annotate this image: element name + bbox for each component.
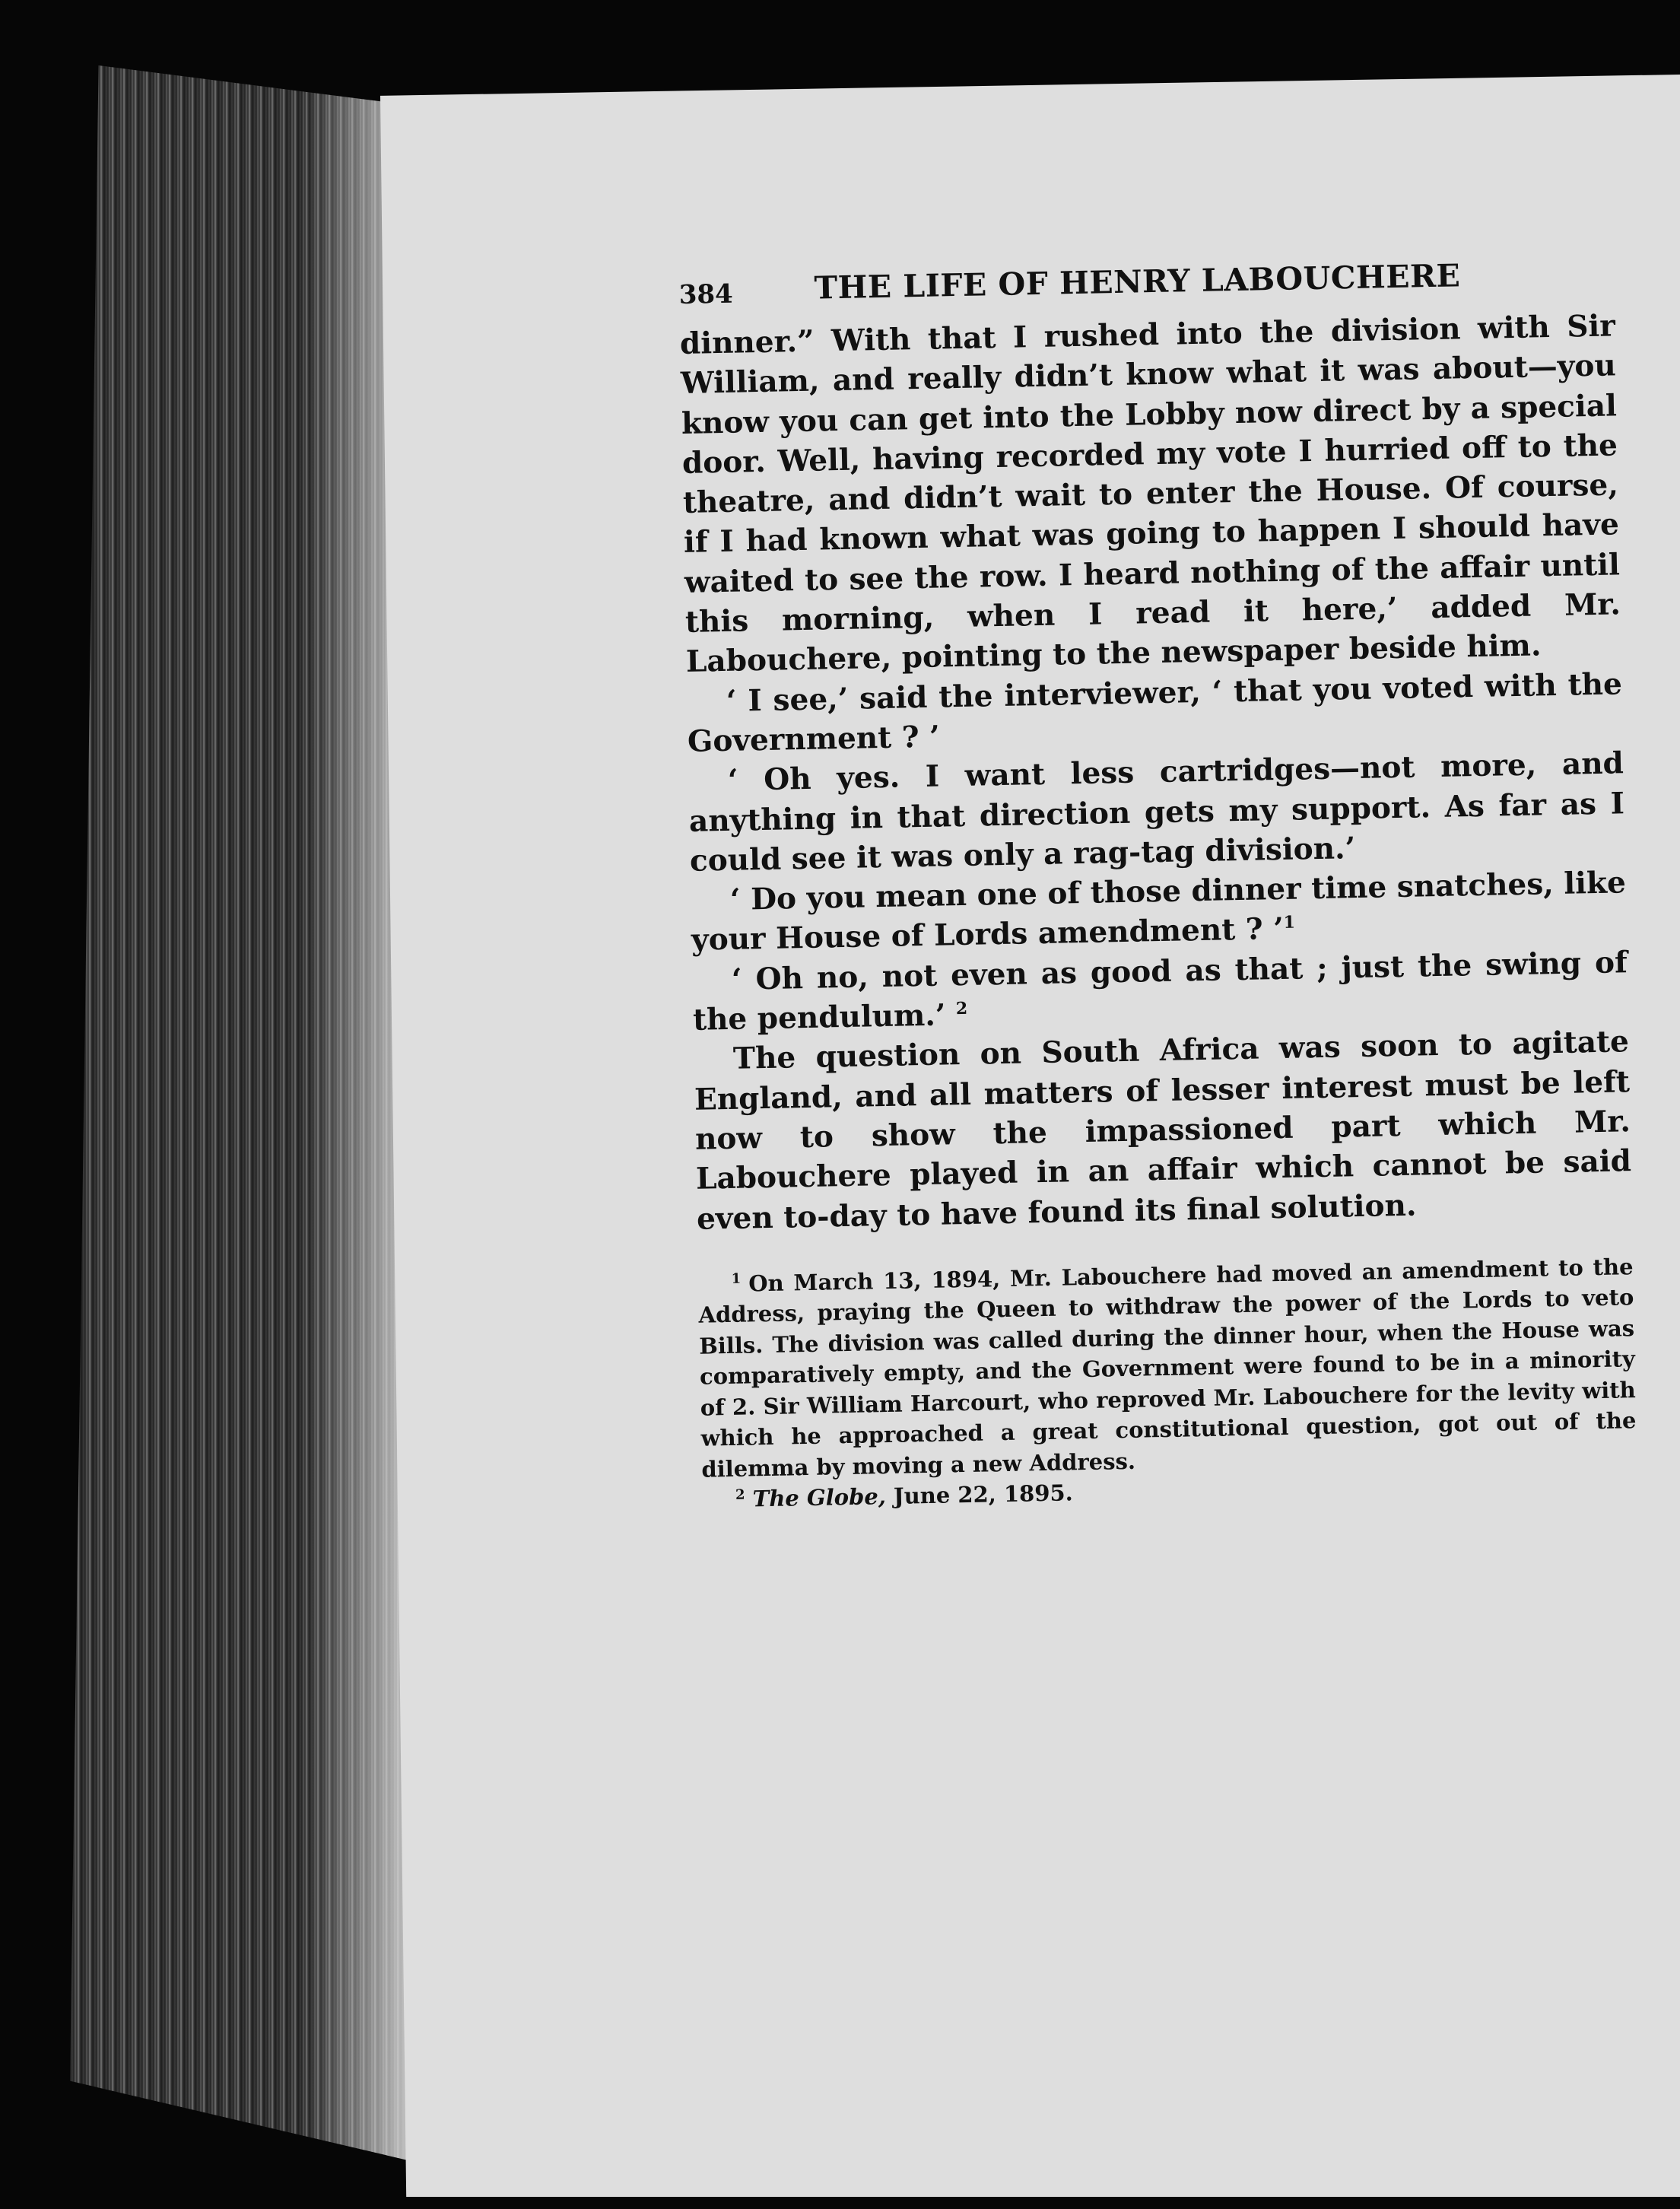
paragraph: The question on South Africa was soon to agitate England, and all matters of lesser interest must be left now to show the impassioned part which Mr. Labouchere played in an affair which cannot be said even to-day to have found its final solution.: [694, 1024, 1632, 1237]
footnote-date: June 22, 1895.: [893, 1480, 1074, 1510]
page-content: [678, 246, 1637, 1515]
footnote-reference: 2: [955, 998, 968, 1019]
running-title: THE LIFE OF HENRY LABOUCHERE: [814, 257, 1461, 307]
footnote: [697, 1251, 1637, 1485]
footnote-reference: 1: [1283, 913, 1296, 933]
page-edges: [70, 65, 427, 2165]
footnote-mark: 1: [731, 1270, 742, 1288]
body-text: [679, 306, 1632, 1238]
footnote-mark: 2: [735, 1486, 745, 1503]
page-number: 384: [678, 278, 734, 310]
footnotes: [697, 1251, 1637, 1516]
paragraph-text: ‘ Do you mean one of those dinner time snatches, like your House of Lords amendment ? ’: [691, 865, 1627, 958]
paragraph-text: ‘ Oh no, not even as good as that ; just the swing of the pendulum.’: [692, 944, 1628, 1038]
paragraph-continuation: dinner.” With that I rushed into the division with Sir William, and really didn’t know what it was about—you know you can get into the Lobby now direct by a special door. Well, having recorded my vote I hurried off to the theatre, and didn’t wait to enter the House. Of course, if I had known what was going to happen I should have waited to see the row. I heard nothing of the affair until this morning, when I read it here,’ added Mr. Labouchere, pointing to the newspaper beside him.: [679, 308, 1621, 680]
paragraph: ‘ I see,’ said the interviewer, ‘ that you voted with the Government ? ’: [687, 666, 1623, 759]
footnote-source: The Globe,: [752, 1483, 887, 1512]
paragraph: ‘ Oh yes. I want less cartridges—not more, and anything in that direction gets my support. As far as I could see it was only a rag-tag division.’: [688, 745, 1625, 879]
footnote-text: On March 13, 1894, Mr. Labouchere had moved an amendment to the Address, praying the Queen to withdraw the power of the Lords to veto Bills. The division was called during the dinner hour, when the House was comparatively empty, and the Government were found to be in a minority of 2. Sir William Harcourt, who reproved Mr. Labouchere for the levity with which he approached a great constitutional question, got out of the dilemma by moving a new Address.: [698, 1253, 1637, 1483]
